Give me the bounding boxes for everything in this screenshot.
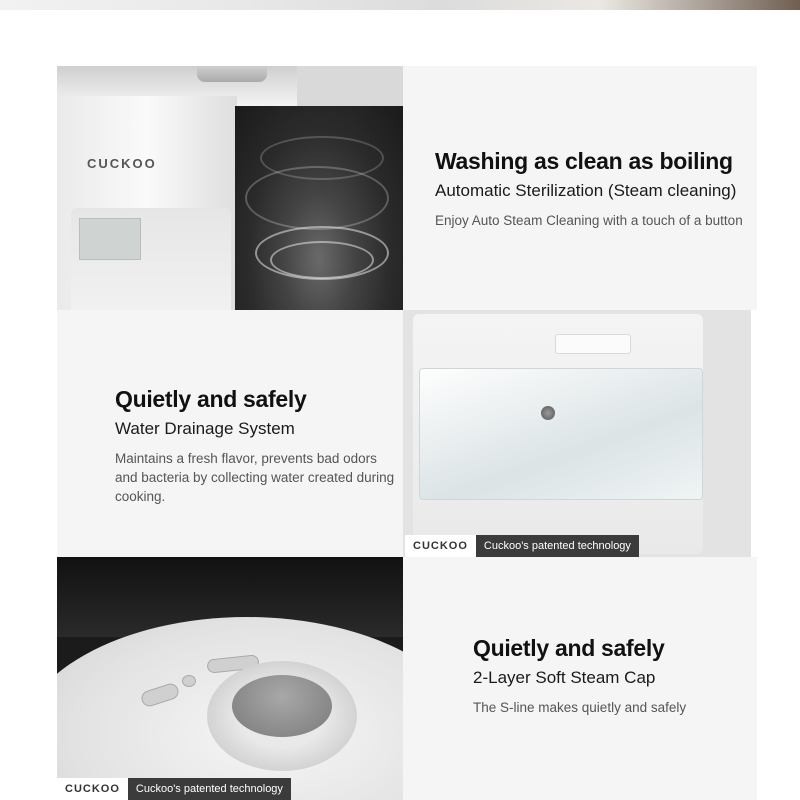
steam-cleaning-photo — [57, 66, 403, 310]
section-body: The S-line makes quietly and safely — [473, 700, 687, 715]
cooker-control-panel — [71, 208, 231, 310]
cooker-handle — [197, 66, 267, 82]
steam-cap-knob — [232, 675, 332, 737]
water-drainage-tank — [419, 368, 703, 500]
badge-tag: Cuckoo's patented technology — [128, 778, 291, 800]
cooker-display — [79, 218, 141, 260]
section-subhead: 2-Layer Soft Steam Cap — [473, 668, 656, 687]
tank-screw — [541, 406, 555, 420]
badge-brand-logo: CUCKOO — [405, 535, 476, 557]
steam-vent-dot — [182, 675, 196, 687]
steam-swirl — [260, 136, 384, 180]
section-subhead: Water Drainage System — [115, 419, 295, 438]
drainage-tank-photo — [403, 310, 751, 557]
section-body: Maintains a fresh flavor, prevents bad odors and bacteria by collecting water created during cooking. — [115, 451, 395, 504]
steam-cap-photo — [57, 557, 403, 800]
cooker-brand-logo: CUCKOO — [87, 156, 157, 171]
patent-badge — [405, 535, 639, 557]
section-body: Enjoy Auto Steam Cleaning with a touch of a button — [435, 213, 743, 228]
top-banner-strip — [0, 0, 800, 10]
section-headline: Quietly and safely — [473, 635, 665, 661]
tank-handle — [555, 334, 631, 354]
section-subhead: Automatic Sterilization (Steam cleaning) — [435, 181, 737, 200]
badge-brand-logo: CUCKOO — [57, 778, 128, 800]
steam-cap-text-panel — [403, 557, 757, 800]
badge-tag: Cuckoo's patented technology — [476, 535, 639, 557]
section-headline: Washing as clean as boiling — [435, 148, 733, 174]
steam-cleaning-text-panel — [403, 66, 757, 310]
steam-swirl — [270, 241, 374, 279]
patent-badge — [57, 778, 291, 800]
steam-interior-view — [235, 106, 403, 310]
drainage-text-panel — [57, 310, 403, 557]
cooker-body — [57, 96, 237, 310]
section-headline: Quietly and safely — [115, 386, 307, 412]
